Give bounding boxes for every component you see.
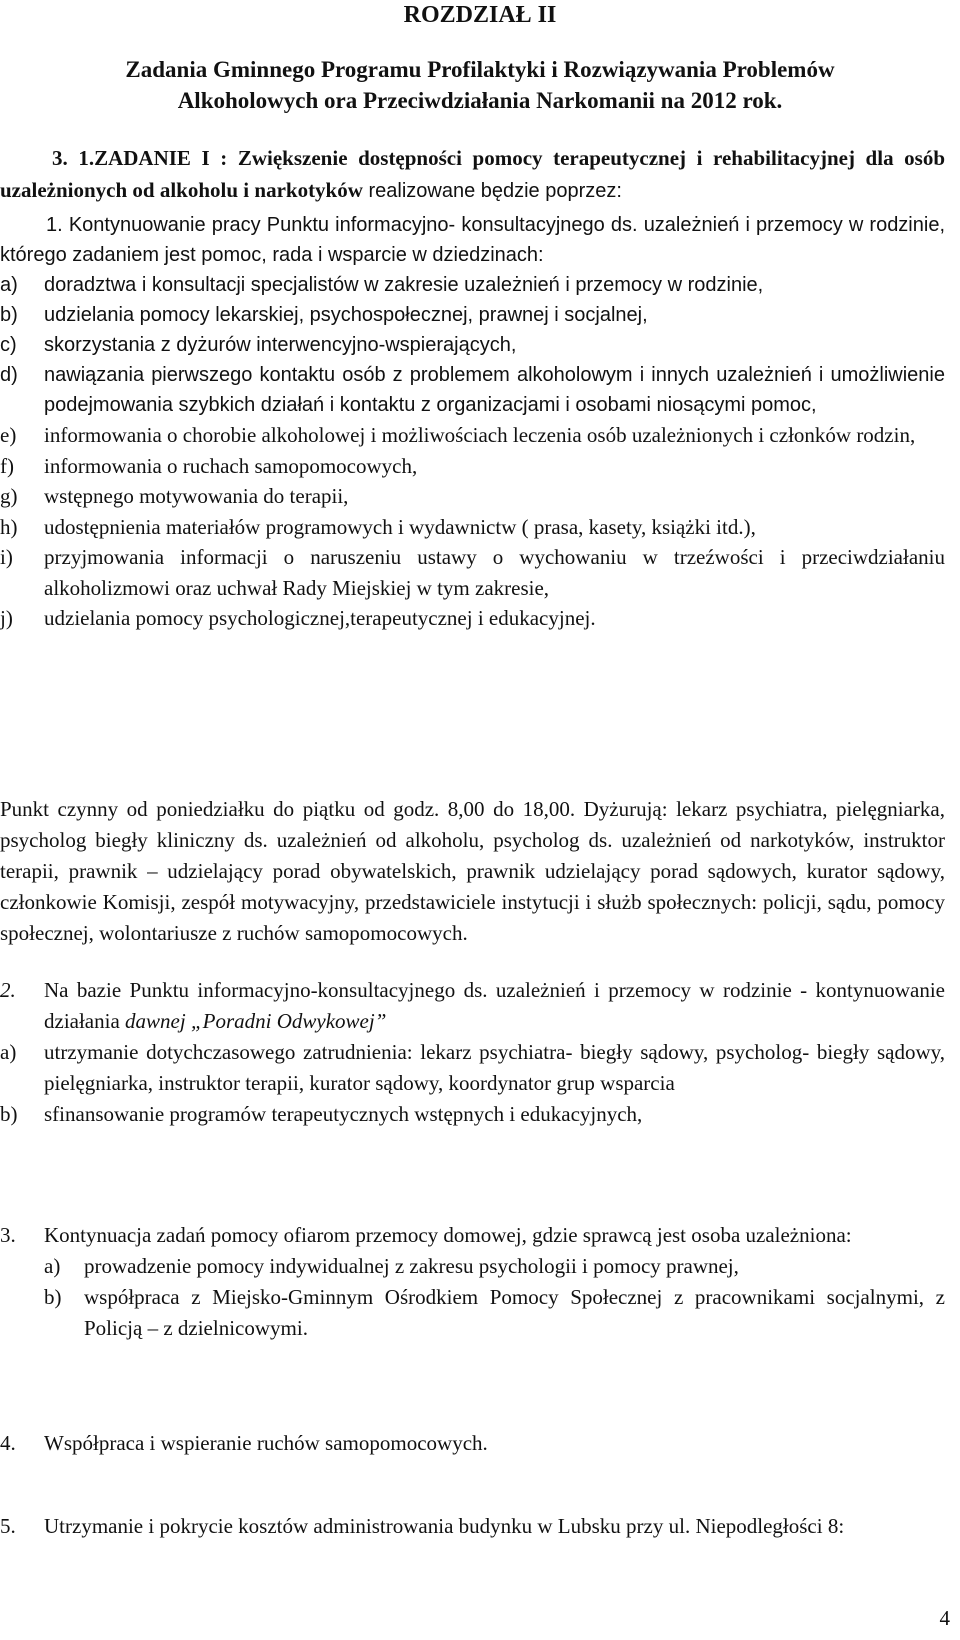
list-item [0, 270, 945, 300]
list-item [0, 451, 945, 482]
point-2-marker: 2. [0, 978, 16, 1002]
list-item-marker: d) [0, 364, 18, 386]
list-item-marker: j) [0, 606, 13, 630]
list-item [0, 1282, 945, 1344]
list-item-text: udostępnienia materiałów programowych i wydawnictw ( prasa, kasety, książki itd.), [44, 514, 756, 539]
list-item-marker: b) [0, 304, 18, 326]
point-5-paragraph [0, 1511, 945, 1542]
point-5-marker: 5. [0, 1514, 16, 1538]
list-item-text: sfinansowanie programów terapeutycznych wstępnych i edukacyjnych, [44, 1102, 643, 1126]
point-3-paragraph [0, 1220, 945, 1251]
page-number: 4 [939, 1606, 950, 1630]
section-title [60, 54, 900, 116]
list-item-text: współpraca z Miejsko-Gminnym Ośrodkiem Pomocy Społecznej z pracownikami socjalnymi, z Policją – z dzielnicowymi. [84, 1285, 945, 1340]
list-item [0, 1251, 945, 1282]
point-1-list [0, 270, 945, 420]
task-1-heading-rest: realizowane będzie poprzez: [362, 180, 622, 202]
list-item-text: doradztwa i konsultacji specjalistów w zakresie uzależnień i przemocy w rodzinie, [44, 274, 764, 296]
list-item [0, 360, 945, 420]
list-item [0, 512, 945, 543]
list-item-text: informowania o chorobie alkoholowej i możliwościach leczenia osób uzależnionych i członków rodzin, [44, 423, 916, 447]
point-2-text: Na bazie Punktu informacyjno-konsultacyjnego ds. uzależnień i przemocy w rodzinie - kontynuowanie działania [44, 978, 945, 1033]
point-4-paragraph [0, 1428, 945, 1459]
list-item-marker: c) [0, 334, 17, 356]
list-item [0, 300, 945, 330]
list-item [0, 481, 945, 512]
point-1-marker: 1. [46, 214, 63, 236]
list-item-marker: g) [0, 484, 18, 508]
list-item-text: skorzystania z dyżurów interwencyjno-wspierających, [44, 334, 517, 356]
list-item-marker: e) [0, 423, 17, 447]
punkt-paragraph: Punkt czynny od poniedziałku do piątku od godz. 8,00 do 18,00. Dyżurują: lekarz psychiatra, pielęgniarka, psycholog biegły kliniczny ds. uzależnień od alkoholu, psycholog ds. uzależnień od narkotyków, instruktor terapii, prawnik – udzielający porad obywatelskich, prawnik udzielający porad sądowych, kurator sądowy, członkowie Komisji, zespół motywacyjny, przedstawiciele instytucji i służb społecznych: policji, sądu, pomocy społecznej, wolontariusze z ruchów samopomocowych. [0, 797, 945, 945]
point-5-block [0, 1511, 945, 1542]
list-item-marker: i) [0, 545, 13, 569]
point-4-text: Współpraca i wspieranie ruchów samopomocowych. [44, 1431, 488, 1455]
chapter-heading: ROZDZIAŁ II [403, 2, 557, 28]
list-item [0, 420, 945, 451]
list-item-marker: a) [0, 274, 18, 296]
point-3-text: Kontynuacja zadań pomocy ofiarom przemocy domowej, gdzie sprawcą jest osoba uzależniona: [44, 1223, 852, 1247]
point-1-paragraph [0, 210, 945, 270]
list-item [0, 542, 945, 603]
point-3-block [0, 1220, 945, 1344]
point-1-list-continued [0, 420, 945, 634]
list-item-text: wstępnego motywowania do terapii, [44, 484, 349, 508]
list-item-text: utrzymanie dotychczasowego zatrudnienia: lekarz psychiatra- biegły sądowy, psycholog- biegły sądowy, pielęgniarka, instruktor terapii, kurator sądowy, koordynator grup wsparcia [44, 1040, 945, 1095]
list-item [0, 330, 945, 360]
list-item-marker: a) [44, 1254, 61, 1278]
task-1-heading-bold: ZADANIE I : Zwiększenie dostępności pomocy terapeutycznej i rehabilitacyjnej dla osób uzależnionych od alkoholu i narkotyków [0, 146, 945, 202]
list-item-text: informowania o ruchach samopomocowych, [44, 453, 418, 478]
point-5-text: Utrzymanie i pokrycie kosztów administrowania budynku w Lubsku przy ul. Niepodległości 8: [44, 1514, 845, 1538]
list-item-text: udzielania pomocy lekarskiej, psychospołecznej, prawnej i socjalnej, [44, 304, 648, 326]
point-4-block [0, 1428, 945, 1459]
task-1-block [0, 142, 945, 634]
list-item-text: nawiązania pierwszego kontaktu osób z problemem alkoholowym i innych uzależnień i umożliwienie podejmowania szybkich działań i kontaktu z organizacjami i osobami niosącymi pomoc, [44, 364, 945, 416]
point-3-marker: 3. [0, 1223, 16, 1247]
point-2-paragraph [0, 975, 945, 1037]
task-1-heading [0, 142, 945, 207]
list-item-text: przyjmowania informacji o naruszeniu ustawy o wychowaniu w trzeźwości i przeciwdziałaniu alkoholizmowi oraz uchwał Rady Miejskiej w tym zakresie, [44, 545, 945, 600]
section-title-line-2: Alkoholowych ora Przeciwdziałania Narkomanii na 2012 rok. [177, 88, 783, 113]
list-item-text: prowadzenie pomocy indywidualnej z zakresu psychologii i pomocy prawnej, [84, 1254, 739, 1278]
list-item [0, 1099, 945, 1130]
list-item-marker: b) [44, 1285, 62, 1309]
list-item-text: udzielania pomocy psychologicznej,terapeutycznej i edukacyjnej. [44, 606, 596, 630]
point-1-text: Kontynuowanie pracy Punktu informacyjno- konsultacyjnego ds. uzależnień i przemocy w rodzinie, którego zadaniem jest pomoc, rada i wsparcie w dziedzinach: [0, 214, 946, 266]
point-4-marker: 4. [0, 1431, 16, 1455]
list-item-marker: f) [0, 453, 14, 478]
list-item-marker: h) [0, 514, 18, 539]
list-item-marker: b) [0, 1102, 18, 1126]
point-2-text-italic: dawnej „Poradni Odwykowej” [125, 1009, 387, 1033]
list-item [0, 603, 945, 634]
list-item [0, 1037, 945, 1099]
point-2-block [0, 975, 945, 1130]
task-1-number: 3. 1. [52, 146, 95, 170]
section-title-line-1: Zadania Gminnego Programu Profilaktyki i Rozwiązywania Problemów [125, 57, 835, 82]
list-item-marker: a) [0, 1040, 17, 1064]
